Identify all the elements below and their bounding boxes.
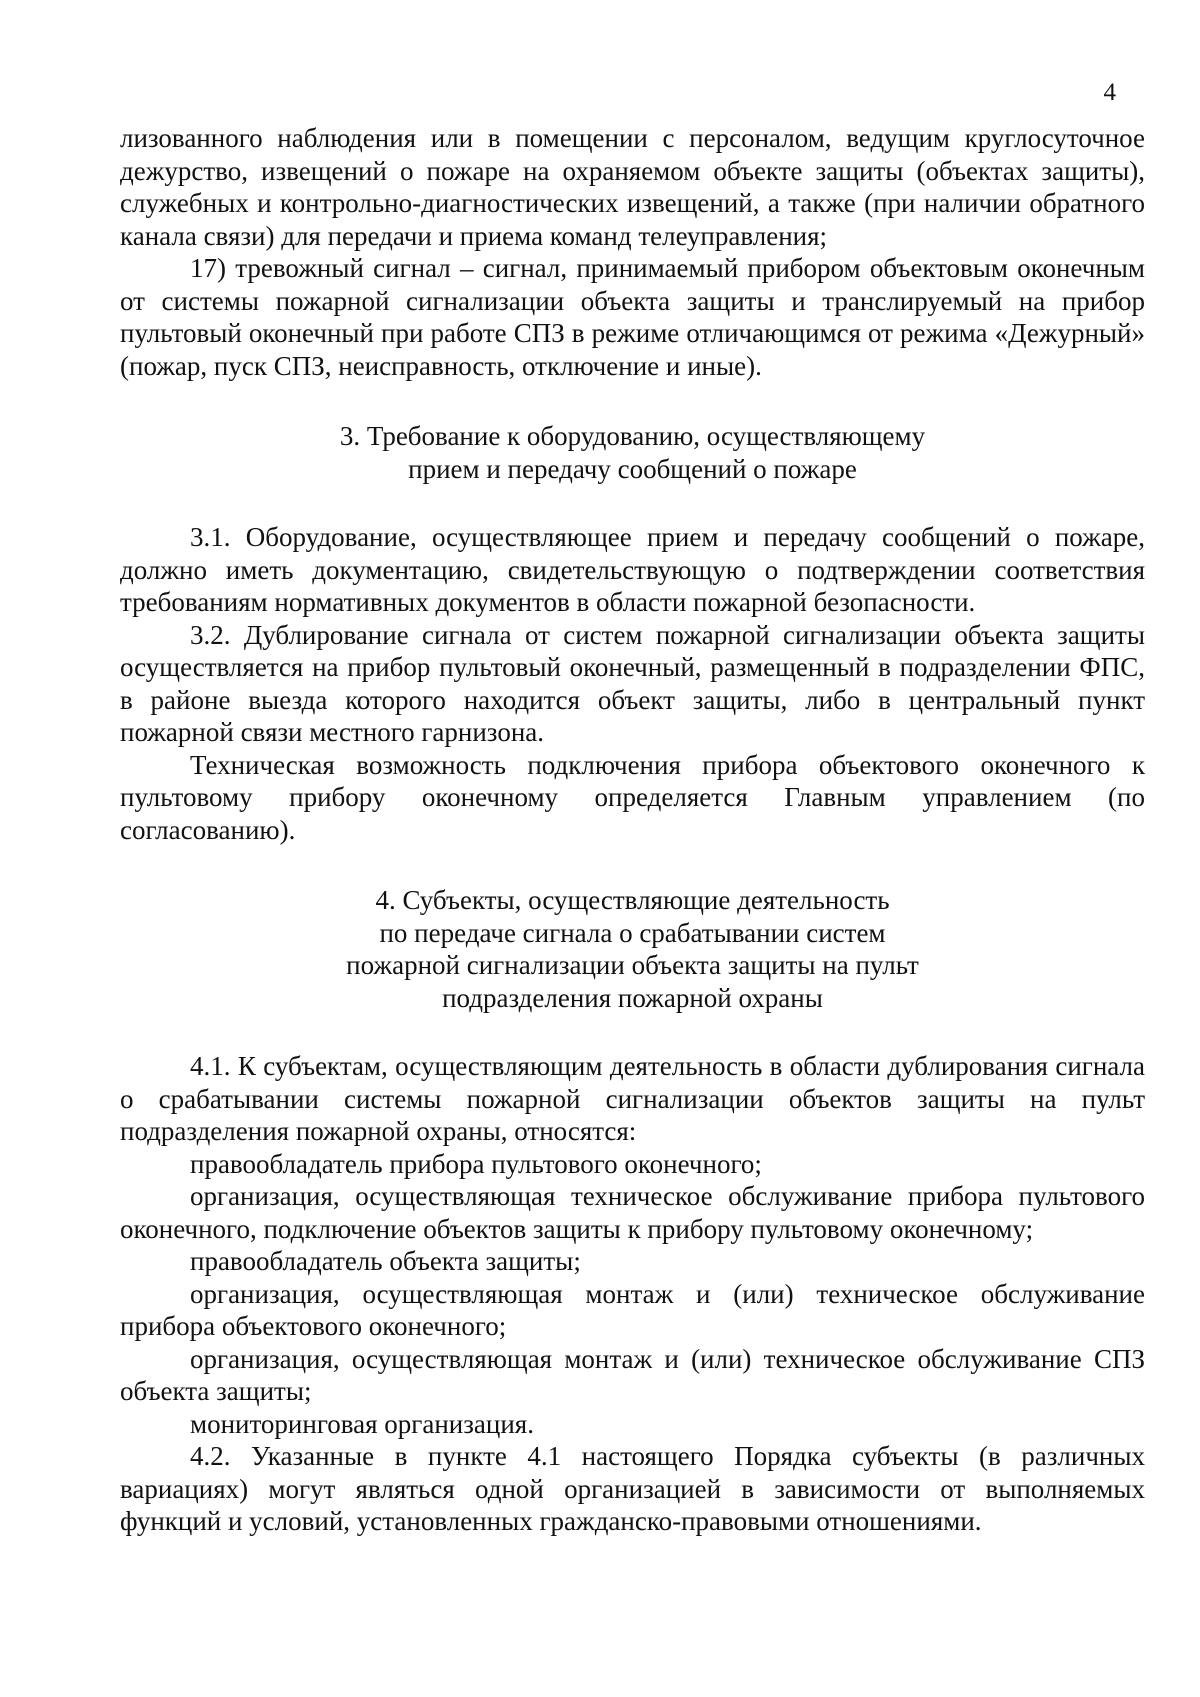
paragraph-4-2: 4.2. Указанные в пункте 4.1 настоящего Порядка субъекты (в различных вариациях) могут являться одной организацией в зависимости от выполняемых функций и условий, установленных гражданско-правовыми отношениями. <box>120 1441 1145 1536</box>
paragraph-4-1: 4.1. К субъектам, осуществляющим деятельность в области дублирования сигнала о срабатывании системы пожарной сигнализации объектов защиты на пульт подразделения пожарной охраны, относятся: <box>120 1051 1145 1146</box>
spacer <box>120 485 1145 521</box>
section-4-heading-line: подразделения пожарной охраны <box>442 982 823 1013</box>
section-4-heading-line: пожарной сигнализации объекта защиты на пульт <box>346 950 919 980</box>
spacer <box>120 1014 1145 1050</box>
page-number: 4 <box>1103 79 1116 106</box>
section-3-heading <box>120 420 1145 485</box>
definition-item-17: 17) тревожный сигнал – сигнал, принимаемый прибором объектовым оконечным от системы пожарной сигнализации объекта защиты и транслируемый на прибор пультовый оконечный при работе СПЗ в режиме отличающимся от режима «Дежурный» (пожар, пуск СПЗ, неисправность, отключение и иные). <box>120 253 1145 381</box>
subject-list-item: правообладатель объекта защиты; <box>190 1246 581 1276</box>
subject-list-item: организация, осуществляющая техническое обслуживание прибора пультового оконечного, подключение объектов защиты к прибору пультовому оконечному; <box>120 1181 1145 1244</box>
section-4-heading-line: 4. Субъекты, осуществляющие деятельность <box>375 885 890 915</box>
spacer <box>120 846 1145 884</box>
section-3-heading-line: 3. Требование к оборудованию, осуществляющему <box>339 421 926 451</box>
section-4-heading <box>120 884 1145 1014</box>
intro-continuation: лизованного наблюдения или в помещении с персоналом, ведущим круглосуточное дежурство, извещений о пожаре на охраняемом объекте защиты (объектах защиты), служебных и контрольно-диагностических извещений, а также (при наличии обратного канала связи) для передачи и приема команд телеуправления; <box>120 123 1145 251</box>
subject-list-item: правообладатель прибора пультового оконечного; <box>190 1148 762 1179</box>
document-body <box>120 122 1145 1538</box>
spacer <box>120 382 1145 420</box>
subject-list-item: организация, осуществляющая монтаж и (или) техническое обслуживание СПЗ объекта защиты; <box>120 1343 1145 1406</box>
paragraph-3-2: 3.2. Дублирование сигнала от систем пожарной сигнализации объекта защиты осуществляется на прибор пультовый оконечный, размещенный в подразделении ФПС, в районе выезда которого находится объект защиты, либо в центральный пункт пожарной связи местного гарнизона. <box>120 619 1145 747</box>
paragraph-technical-possibility: Техническая возможность подключения прибора объектового оконечного к пультовому прибору оконечному определяется Главным управлением (по согласованию). <box>120 749 1145 845</box>
subject-list-item: мониторинговая организация. <box>190 1408 534 1439</box>
paragraph-3-1: 3.1. Оборудование, осуществляющее прием и передачу сообщений о пожаре, должно иметь документацию, свидетельствующую о подтверждении соответствия требованиям нормативных документов в области пожарной безопасности. <box>120 522 1145 617</box>
subject-list-item: организация, осуществляющая монтаж и (или) техническое обслуживание прибора объектового оконечного; <box>120 1278 1145 1341</box>
section-4-heading-line: по передаче сигнала о срабатывании систем <box>379 917 886 948</box>
section-3-heading-line: прием и передачу сообщений о пожаре <box>408 453 857 484</box>
